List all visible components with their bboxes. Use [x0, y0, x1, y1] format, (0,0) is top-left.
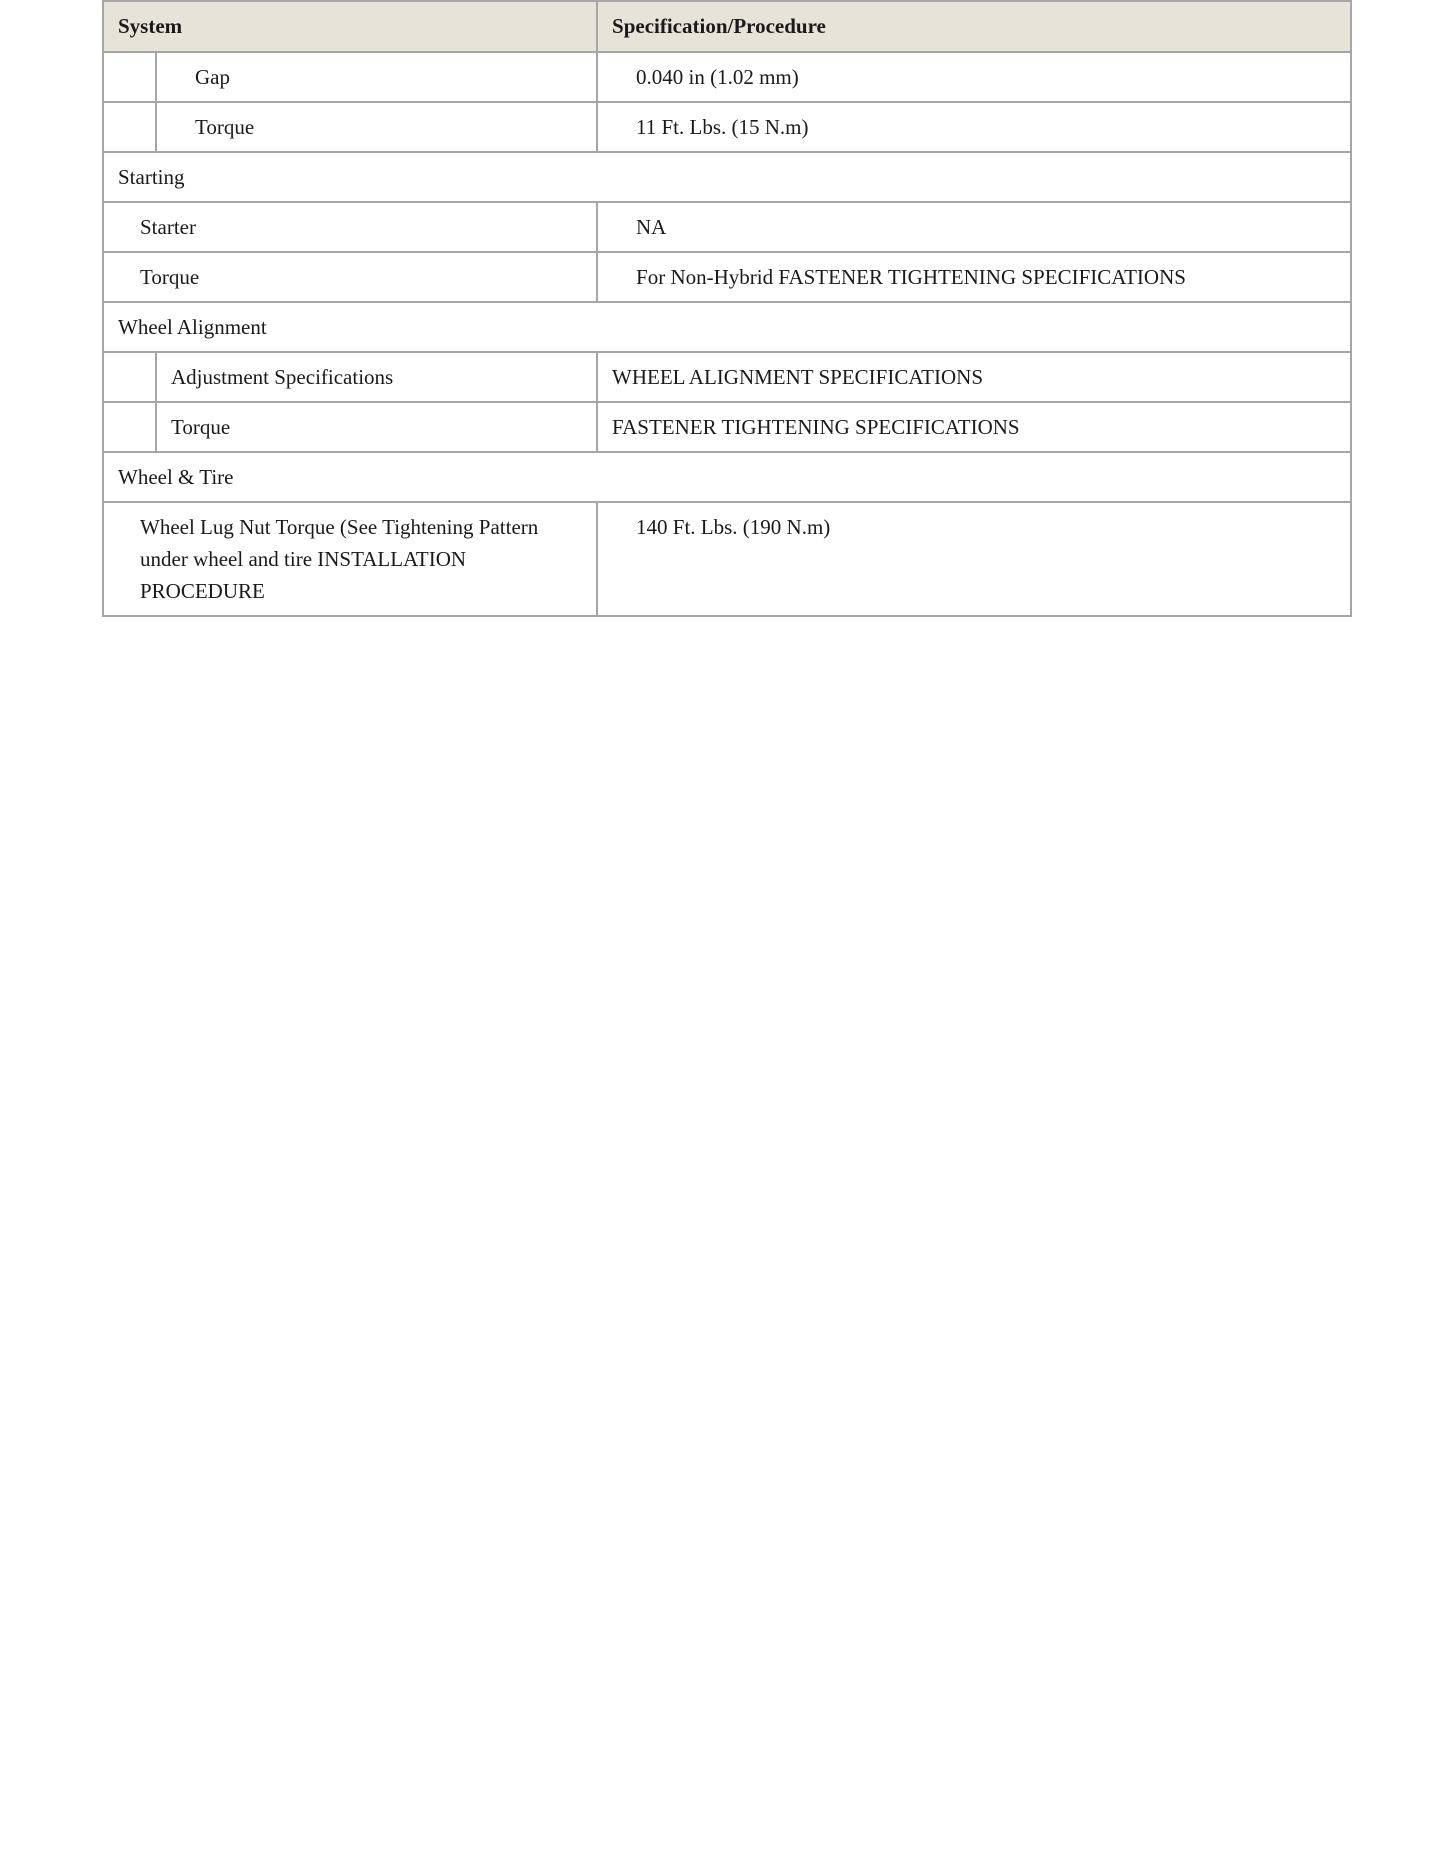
- section-label: Wheel & Tire: [103, 452, 1351, 502]
- row-label: Starter: [103, 202, 597, 252]
- table-row: [103, 202, 1351, 252]
- row-label: Torque: [156, 102, 597, 152]
- table-row: [103, 352, 1351, 402]
- row-value: For Non-Hybrid FASTENER TIGHTENING SPECIFICATIONS: [597, 252, 1351, 302]
- row-label: Wheel Lug Nut Torque (See Tightening Pattern under wheel and tire INSTALLATION PROCEDURE: [103, 502, 597, 616]
- table-row: [103, 502, 1351, 616]
- row-value: FASTENER TIGHTENING SPECIFICATIONS: [597, 402, 1351, 452]
- table-row: [103, 252, 1351, 302]
- table-row: [103, 102, 1351, 152]
- table-row: [103, 402, 1351, 452]
- row-value: 11 Ft. Lbs. (15 N.m): [597, 102, 1351, 152]
- row-value: 140 Ft. Lbs. (190 N.m): [597, 502, 1351, 616]
- section-label: Wheel Alignment: [103, 302, 1351, 352]
- section-label: Starting: [103, 152, 1351, 202]
- table-row: [103, 52, 1351, 102]
- section-row: [103, 302, 1351, 352]
- section-row: [103, 452, 1351, 502]
- row-label: Torque: [156, 402, 597, 452]
- row-label: Gap: [156, 52, 597, 102]
- row-label: Torque: [103, 252, 597, 302]
- indent-cell: [103, 102, 156, 152]
- specifications-table: [102, 0, 1352, 617]
- indent-cell: [103, 402, 156, 452]
- table-header-row: [103, 1, 1351, 52]
- indent-cell: [103, 52, 156, 102]
- row-value: 0.040 in (1.02 mm): [597, 52, 1351, 102]
- row-value: WHEEL ALIGNMENT SPECIFICATIONS: [597, 352, 1351, 402]
- row-value: NA: [597, 202, 1351, 252]
- indent-cell: [103, 352, 156, 402]
- row-label: Adjustment Specifications: [156, 352, 597, 402]
- header-system: System: [103, 1, 597, 52]
- section-row: [103, 152, 1351, 202]
- header-specification: Specification/Procedure: [597, 1, 1351, 52]
